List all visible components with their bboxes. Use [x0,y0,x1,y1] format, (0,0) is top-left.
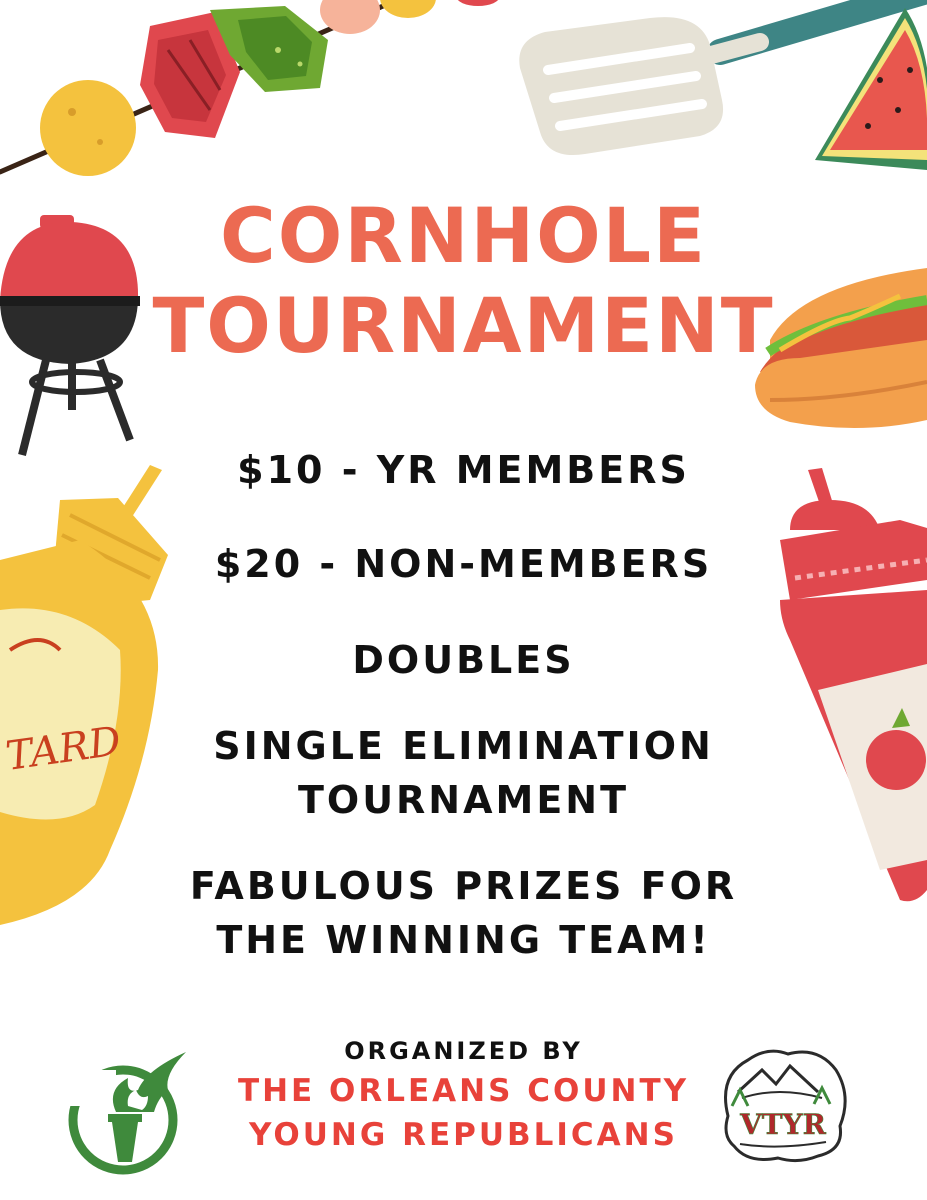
title-line-2: TOURNAMENT [152,281,775,370]
bracket-line-2: TOURNAMENT [297,778,630,822]
mustard-bottle-icon [0,465,168,925]
prizes-line-2: THE WINNING TEAM! [216,918,711,962]
kebab-skewer-icon [0,0,500,176]
organizer-name-line-2: YOUNG REPUBLICANS [249,1117,678,1153]
nonmembers-price: $20 - NON-MEMBERS [214,542,713,586]
organized-by-label: ORGANIZED BY [344,1037,583,1065]
tournament-title [0,191,927,370]
organizer-name-line-1: THE ORLEANS COUNTY [237,1073,690,1109]
torch-logo-icon [68,1050,194,1176]
bracket-line-1: SINGLE ELIMINATION [213,724,714,768]
title-line-1: CORNHOLE [219,191,708,280]
format-text: DOUBLES [352,638,575,682]
vtyr-logo-text: VTYR [740,1108,826,1141]
members-price: $10 - YR MEMBERS [237,448,690,492]
ketchup-bottle-icon [780,468,927,901]
prizes-line-1: FABULOUS PRIZES FOR [189,864,738,908]
svg-text:TARD: TARD [2,718,124,780]
vtyr-logo-icon [718,1046,848,1164]
